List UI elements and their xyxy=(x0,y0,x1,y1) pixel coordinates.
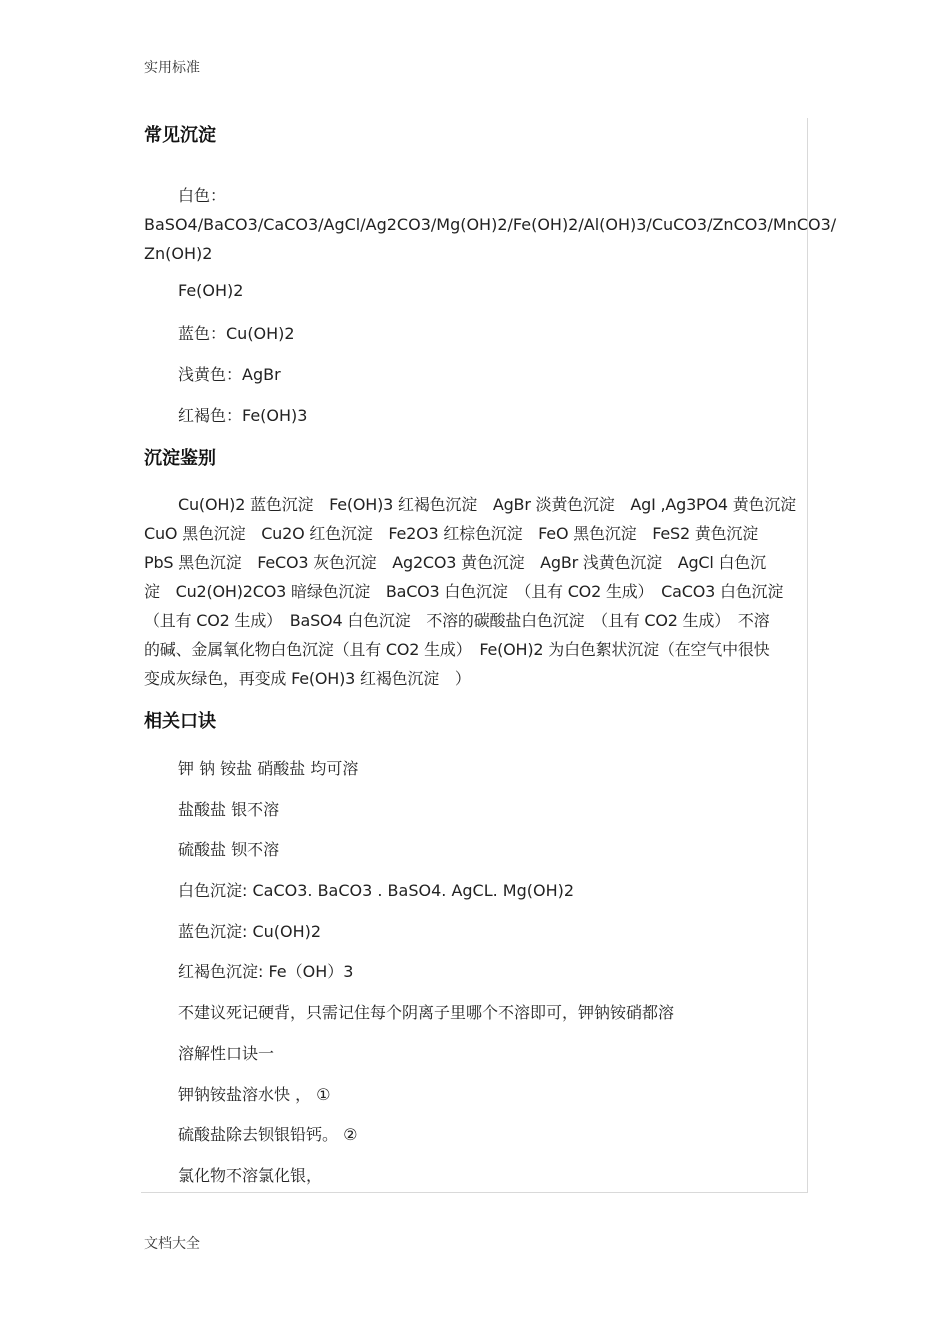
white-label: 白色： xyxy=(178,186,227,205)
white-precipitates-paragraph xyxy=(144,181,837,268)
section-title-common-precipitates: 常见沉淀 xyxy=(144,125,216,146)
section-title-precipitate-identification: 沉淀鉴别 xyxy=(144,448,216,469)
list-item: 红褐色：Fe(OH)3 xyxy=(178,406,308,425)
list-item: 硫酸盐 钡不溶 xyxy=(178,840,280,859)
list-item: Fe(OH)2 xyxy=(178,281,244,300)
paragraph-line: Cu(OH)2 蓝色沉淀 Fe(OH)3 红褐色沉淀 AgBr 淡黄色沉淀 AgI ,Ag3PO4 黄色沉淀 xyxy=(178,495,796,514)
paragraph-line: 变成灰绿色，再变成 Fe(OH)3 红褐色沉淀 ） xyxy=(144,669,471,688)
list-item: 盐酸盐 银不溶 xyxy=(178,800,280,819)
list-item: 硫酸盐除去钡银铅钙。 ② xyxy=(178,1125,358,1144)
paragraph-line: （且有 CO2 生成） BaSO4 白色沉淀 不溶的碳酸盐白色沉淀 （且有 CO2 生成） 不溶 xyxy=(144,611,770,630)
list-item: 蓝色沉淀: Cu(OH)2 xyxy=(178,922,322,941)
paragraph-line: 的碱、金属氧化物白色沉淀（且有 CO2 生成） Fe(OH)2 为白色絮状沉淀（在空气中很快 xyxy=(144,640,770,659)
white-formula-list-cont: Zn(OH)2 xyxy=(144,244,213,263)
list-item: 浅黄色：AgBr xyxy=(178,365,281,384)
list-item: 红褐色沉淀: Fe（OH）3 xyxy=(178,962,354,981)
paragraph-line: PbS 黑色沉淀 FeCO3 灰色沉淀 Ag2CO3 黄色沉淀 AgBr 浅黄色沉淀 AgCl 白色沉 xyxy=(144,553,766,572)
identification-paragraph xyxy=(144,490,806,693)
white-formula-list: BaSO4/BaCO3/CaCO3/AgCl/Ag2CO3/Mg(OH)2/Fe(OH)2/Al(OH)3/CuCO3/ZnCO3/MnCO3/ xyxy=(144,215,837,234)
section-title-mnemonics: 相关口诀 xyxy=(144,711,216,732)
list-item: 氯化物不溶氯化银， xyxy=(178,1166,323,1185)
paragraph-line: 淀 Cu2(OH)2CO3 暗绿色沉淀 BaCO3 白色沉淀 （且有 CO2 生成） CaCO3 白色沉淀 xyxy=(144,582,784,601)
list-item: 钾 钠 铵盐 硝酸盐 均可溶 xyxy=(178,759,359,778)
list-item: 钾钠铵盐溶水快 ， ① xyxy=(178,1085,331,1104)
list-item: 溶解性口诀一 xyxy=(178,1044,275,1063)
page-footer: 文档大全 xyxy=(144,1236,200,1252)
paragraph-line: CuO 黑色沉淀 Cu2O 红色沉淀 Fe2O3 红棕色沉淀 FeO 黑色沉淀 FeS2 黄色沉淀 xyxy=(144,524,759,543)
page-header: 实用标准 xyxy=(144,60,200,76)
list-item: 蓝色：Cu(OH)2 xyxy=(178,324,295,343)
list-item: 不建议死记硬背，只需记住每个阴离子里哪个不溶即可，钾钠铵硝都溶 xyxy=(178,1003,675,1022)
list-item: 白色沉淀: CaCO3. BaCO3 . BaSO4. AgCL. Mg(OH)2 xyxy=(178,881,575,900)
